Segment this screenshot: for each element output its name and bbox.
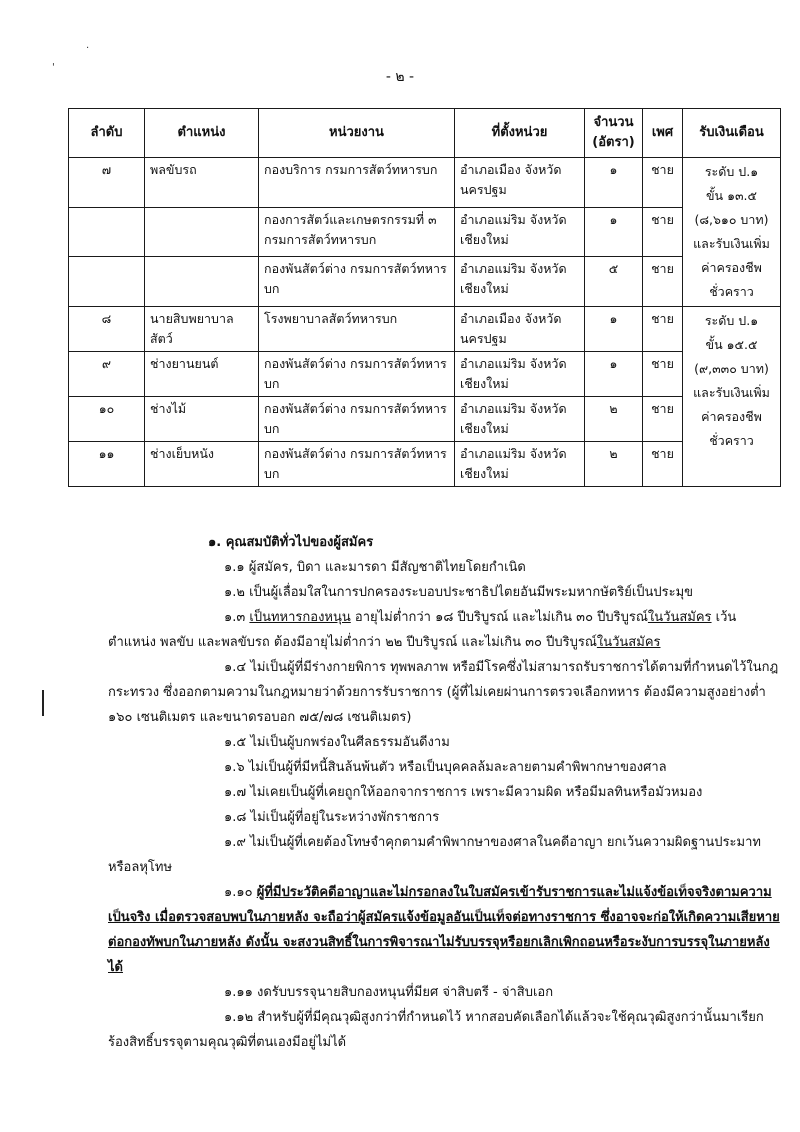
table-row	[69, 397, 781, 442]
qualification-item: ๑.๑ ผู้สมัคร, บิดา และมารดา มีสัญชาติไทยโดยกำเนิด	[224, 560, 526, 575]
row-no	[69, 257, 145, 307]
row-position: พลขับรถ	[145, 158, 259, 208]
row-sex: ชาย	[643, 397, 683, 442]
row-position: นายสิบพยาบาลสัตว์	[145, 307, 259, 352]
page-number: - ๒ -	[385, 69, 415, 85]
row-sex: ชาย	[643, 207, 683, 257]
table-row	[69, 207, 781, 257]
row-position	[145, 257, 259, 307]
row-sex: ชาย	[643, 442, 683, 487]
row-location: อำเภอแม่ริม จังหวัดเชียงใหม่	[455, 442, 585, 487]
qualification-item: ๑.๗ ไม่เคยเป็นผู้ที่เคยถูกให้ออกจากราชการ เพราะมีความผิด หรือมีมลทินหรือมัวหมอง	[224, 785, 703, 800]
qualification-item: ๑.๓ เป็นทหารกองหนุน อายุไม่ต่ำกว่า ๑๘ ปีบริบูรณ์ และไม่เกิน ๓๐ ปีบริบูรณ์ในวันสมัคร เว้นตำแหน่ง พลขับ และพลขับรถ ต้องมีอายุไม่ต่ำกว่า ๒๒ ปีบริบูรณ์ และไม่เกิน ๓๐ ปีบริบูรณ์ในวันสมัคร	[108, 610, 737, 650]
qualification-item: ๑.๑๑ งดรับบรรจุนายสิบกองหนุนที่มียศ จ่าสิบตรี - จ่าสิบเอก	[224, 985, 554, 1000]
header-count: จำนวน (อัตรา)	[585, 109, 643, 158]
qualification-item: ๑.๙ ไม่เป็นผู้ที่เคยต้องโทษจำคุกตามคำพิพากษาของศาลในคดีอาญา ยกเว้นความผิดฐานประมาทหรือลหุโทษ	[108, 835, 761, 875]
row-count: ๑	[585, 158, 643, 208]
row-sex: ชาย	[643, 158, 683, 208]
row-location: อำเภอแม่ริม จังหวัดเชียงใหม่	[455, 207, 585, 257]
qualification-item: ๑.๖ ไม่เป็นผู้ที่มีหนี้สินล้นพ้นตัว หรือเป็นบุคคลล้มละลายตามคำพิพากษาของศาล	[224, 760, 667, 775]
row-position: ช่างไม้	[145, 397, 259, 442]
header-location: ที่ตั้งหน่วย	[455, 109, 585, 158]
header-sex: เพศ	[643, 109, 683, 158]
row-no	[69, 207, 145, 257]
underlined-text: ในวันสมัคร	[596, 635, 661, 650]
row-unit: โรงพยาบาลสัตว์ทหารบก	[259, 307, 455, 352]
row-sex: ชาย	[643, 307, 683, 352]
qualification-item: ๑.๕ ไม่เป็นผู้บกพร่องในศีลธรรมอันดีงาม	[224, 735, 450, 750]
row-position: ช่างยานยนต์	[145, 352, 259, 397]
table-row	[69, 352, 781, 397]
positions-table	[68, 108, 781, 487]
row-unit: กองพันสัตว์ต่าง กรมการสัตว์ทหารบก	[259, 397, 455, 442]
row-no: ๑๑	[69, 442, 145, 487]
qualification-item: ๑.๔ ไม่เป็นผู้ที่มีร่างกายพิการ ทุพพลภาพ หรือมีโรคซึ่งไม่สามารถรับราชการได้ตามที่กำหนดไว้ในกฎกระทรวง ซึ่งออกตามความในกฎหมายว่าด้วยการรับราชการ (ผู้ที่ไม่เคยผ่านการตรวจเลือกทหาร ต้องมีความสูงอย่างต่ำ ๑๖๐ เซนติเมตร และขนาดรอบอก ๗๕/๗๘ เซนติเมตร)	[108, 660, 779, 725]
row-location: อำเภอเมือง จังหวัดนครปฐม	[455, 158, 585, 208]
row-location: อำเภอแม่ริม จังหวัดเชียงใหม่	[455, 257, 585, 307]
underlined-text: ผู้ที่มีประวัติคดีอาญาและไม่กรอกลงในใบสมัครเข้ารับราชการและไม่แจ้งข้อเท็จจริงตามความเป็นจริง เมื่อตรวจสอบพบในภายหลัง จะถือว่าผู้สมัครแจ้งข้อมูลอันเป็นเท็จต่อทางราชการ ซึ่งอาจจะก่อให้เกิดความเสียหายต่อกองทัพบกในภายหลัง ดังนั้น จะสงวนสิทธิ์ในการพิจารณาไม่รับบรรจุหรือยกเลิกเพิกถอนหรือระงับการบรรจุในภายหลังได้	[108, 885, 780, 975]
header-unit: หน่วยงาน	[259, 109, 455, 158]
table-row	[69, 442, 781, 487]
row-count: ๑	[585, 307, 643, 352]
row-location: อำเภอเมือง จังหวัดนครปฐม	[455, 307, 585, 352]
row-unit: กองบริการ กรมการสัตว์ทหารบก	[259, 158, 455, 208]
qualifications-heading: ๑. คุณสมบัติทั่วไปของผู้สมัคร	[208, 535, 374, 550]
table-row	[69, 257, 781, 307]
row-sex: ชาย	[643, 352, 683, 397]
scan-speck: '	[52, 62, 55, 73]
row-position: ช่างเย็บหนัง	[145, 442, 259, 487]
row-no: ๑๐	[69, 397, 145, 442]
row-position	[145, 207, 259, 257]
qualifications-section	[108, 530, 780, 1055]
row-count: ๑	[585, 207, 643, 257]
row-no: ๙	[69, 352, 145, 397]
qualification-item: ๑.๑๒ สำหรับผู้ที่มีคุณวุฒิสูงกว่าที่กำหนดไว้ หากสอบคัดเลือกได้แล้วจะใช้คุณวุฒิสูงกว่านั้นมาเรียกร้องสิทธิ์บรรจุตามคุณวุฒิที่ตนเองมีอยู่ไม่ได้	[108, 1010, 764, 1050]
row-count: ๕	[585, 257, 643, 307]
row-location: อำเภอแม่ริม จังหวัดเชียงใหม่	[455, 352, 585, 397]
row-no: ๘	[69, 307, 145, 352]
table-row	[69, 158, 781, 208]
row-count: ๑	[585, 352, 643, 397]
salary-group-2: ระดับ ป.๑ ขั้น ๑๕.๕ (๙,๓๓๐ บาท) และรับเงินเพิ่ม ค่าครองชีพ ชั่วคราว	[683, 307, 781, 487]
qualification-item: ๑.๑๐ ผู้ที่มีประวัติคดีอาญาและไม่กรอกลงในใบสมัครเข้ารับราชการและไม่แจ้งข้อเท็จจริงตามความเป็นจริง เมื่อตรวจสอบพบในภายหลัง จะถือว่าผู้สมัครแจ้งข้อมูลอันเป็นเท็จต่อทางราชการ ซึ่งอาจจะก่อให้เกิดความเสียหายต่อกองทัพบกในภายหลัง ดังนั้น จะสงวนสิทธิ์ในการพิจารณาไม่รับบรรจุหรือยกเลิกเพิกถอนหรือระงับการบรรจุในภายหลังได้	[108, 885, 780, 975]
scan-speck: .	[86, 40, 90, 51]
table-header-row	[69, 109, 781, 158]
header-salary: รับเงินเดือน	[683, 109, 781, 158]
table-row	[69, 307, 781, 352]
row-unit: กองพันสัตว์ต่าง กรมการสัตว์ทหารบก	[259, 442, 455, 487]
underlined-text: เป็นทหารกองหนุน	[249, 610, 351, 625]
row-no: ๗	[69, 158, 145, 208]
row-unit: กองการสัตว์และเกษตรกรรมที่ ๓ กรมการสัตว์ทหารบก	[259, 207, 455, 257]
header-position: ตำแหน่ง	[145, 109, 259, 158]
row-count: ๒	[585, 442, 643, 487]
qualification-item: ๑.๒ เป็นผู้เลื่อมใสในการปกครองระบอบประชาธิปไตยอันมีพระมหากษัตริย์เป็นประมุข	[224, 585, 694, 600]
row-sex: ชาย	[643, 257, 683, 307]
qualification-item: ๑.๘ ไม่เป็นผู้ที่อยู่ในระหว่างพักราชการ	[224, 810, 440, 825]
margin-mark	[42, 690, 44, 716]
row-count: ๒	[585, 397, 643, 442]
salary-group-1: ระดับ ป.๑ ขั้น ๑๓.๕ (๘,๖๑๐ บาท) และรับเงินเพิ่ม ค่าครองชีพ ชั่วคราว	[683, 158, 781, 307]
row-unit: กองพันสัตว์ต่าง กรมการสัตว์ทหารบก	[259, 352, 455, 397]
underlined-text: ในวันสมัคร	[647, 610, 712, 625]
header-no: ลำดับ	[69, 109, 145, 158]
row-unit: กองพันสัตว์ต่าง กรมการสัตว์ทหารบก	[259, 257, 455, 307]
row-location: อำเภอแม่ริม จังหวัดเชียงใหม่	[455, 397, 585, 442]
